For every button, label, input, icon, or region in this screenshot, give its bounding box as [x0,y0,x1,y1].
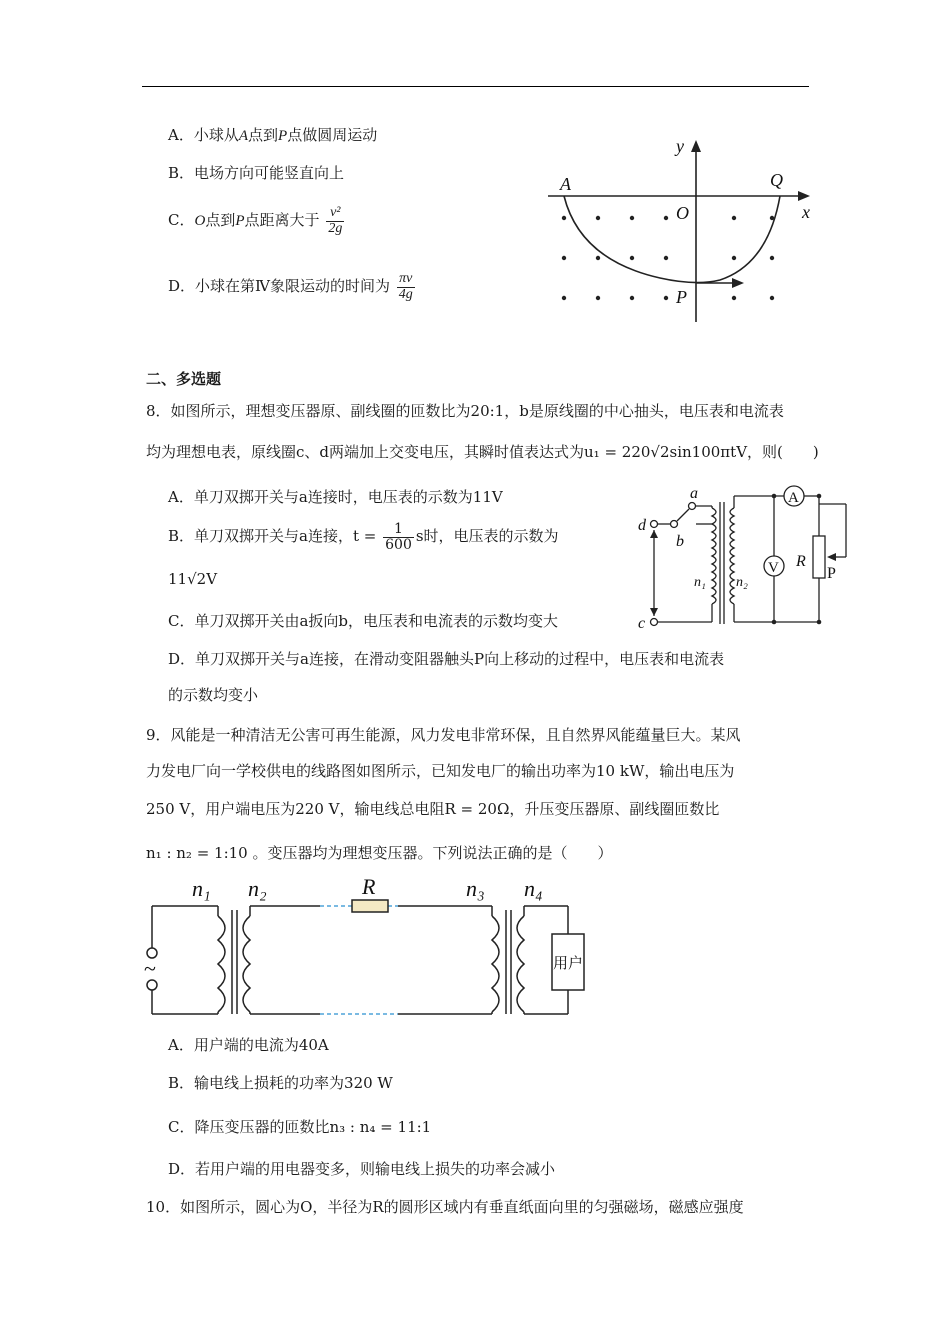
section-heading: 二、多选题 [146,370,222,388]
q8-option-b-value: 11√2V [168,570,218,588]
q8-option-c: C．单刀双掷开关由a扳向b，电压表和电流表的示数均变大 [168,612,559,630]
q9-stem-line1: 9．风能是一种清洁无公害可再生能源，风力发电非常环保，且自然界风能蕴量巨大。某风 [146,726,741,744]
q9-stem-line4: n₁ : n₂ = 1:10 。变压器均为理想变压器。下列说法正确的是（ ） [146,844,613,862]
y-axis-arrow [691,140,701,152]
q8-stem-line1: 8．如图所示，理想变压器原、副线圈的匝数比为20:1，b是原线圈的中心抽头，电压表和电流表 [146,402,784,420]
voltmeter-label: V [768,560,779,576]
point-p-label: P [676,287,687,307]
ammeter-label: A [788,490,799,506]
ac-source-symbol: ~ [144,956,156,981]
slider-arrow [827,553,836,561]
header-rule [142,86,809,87]
q7-option-c: C．O点到P点距离大于 $\frac{\text{v²}}{2g}$ [168,205,343,236]
label-p: P [827,565,836,582]
resistor-r [352,900,388,912]
q8-option-b: B．单刀双掷开关与a连接，t = $\frac{1}{600}$ s时，电压表的示数为 [168,521,559,553]
voltage-arrow-top [650,530,658,538]
q7-option-a: A．小球从A点到P点做圆周运动 [168,126,378,144]
q8-stem-line2: 均为理想电表，原线圈c、d两端加上交变电压，其瞬时值表达式为u₁ = 220√2sin100πtV，则( ) [146,443,819,461]
label-c: c [638,615,646,632]
q9-option-d: D．若用户端的用电器变多，则输电线上损失的功率会减小 [168,1160,556,1178]
trajectory-curve [564,196,780,283]
x-label: x [802,202,810,222]
label-r: R [796,553,806,570]
x-axis-arrow [798,191,810,201]
field-dots [562,216,774,300]
q9-transmission-figure [140,872,620,1024]
q9-option-a: A．用户端的电流为40A [168,1036,329,1054]
user-label: 用户 [553,956,584,972]
q7-field-figure [540,130,820,330]
q7-option-b: B．电场方向可能竖直向上 [168,164,345,182]
point-q-label: Q [770,170,783,190]
label-n2: n₂ [248,876,267,901]
q7-option-d: D．小球在第Ⅳ象限运动的时间为 $\frac{\pi v}{4g}$ [168,271,413,302]
label-d: d [638,517,646,534]
q10-stem-line1: 10．如图所示，圆心为O，半径为R的圆形区域内有垂直纸面向里的匀强磁场，磁感应强度 [146,1198,744,1216]
label-a: a [690,485,698,502]
velocity-arrow [732,278,744,288]
fraction: $\frac{\text{v²}}{2g}$ [328,205,343,236]
label-r: R [362,874,376,899]
q8-option-a: A．单刀双掷开关与a连接时，电压表的示数为11V [168,488,503,506]
origin-label: O [676,203,689,223]
q9-stem-line2: 力发电厂向一学校供电的线路图如图所示，已知发电厂的输出功率为10 kW，输出电压为 [146,762,735,780]
label-n2: n₂ [736,575,748,590]
point-a-label: A [560,174,571,194]
y-label: y [676,136,684,156]
label-n4: n₄ [524,876,543,901]
dashed-line-segments [320,906,398,1014]
label-n1: n₁ [694,575,706,590]
q8-transformer-figure [634,484,854,634]
q8-option-d-line1: D．单刀双掷开关与a连接，在滑动变阻器触头P向上移动的过程中，电压表和电流表 [168,650,725,668]
fraction: $\frac{\pi v}{4g}$ [398,271,413,302]
q9-option-b: B．输电线上损耗的功率为320 W [168,1074,393,1092]
label-b: b [676,533,684,550]
q8-option-d-line2: 的示数均变小 [168,686,259,704]
q9-option-c: C．降压变压器的匝数比n₃ : n₄ = 11:1 [168,1118,432,1136]
q9-stem-line3: 250 V，用户端电压为220 V，输电线总电阻R = 20Ω，升压变压器原、副线圈匝数比 [146,800,720,818]
label-n1: n₁ [192,876,211,901]
fraction: $\frac{1}{600}$ [385,521,412,553]
voltage-arrow-bottom [650,608,658,616]
label-n3: n₃ [466,876,485,901]
